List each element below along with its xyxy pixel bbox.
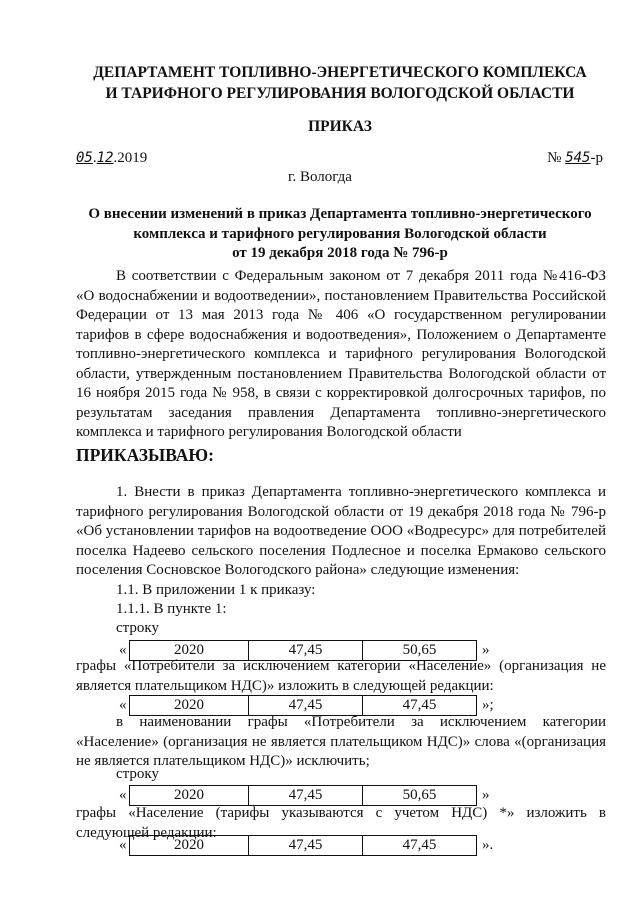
- doc-type-title: ПРИКАЗ: [308, 118, 372, 135]
- department-header-line2: И ТАРИФНОГО РЕГУЛИРОВАНИЯ ВОЛОГОДСКОЙ ОБЛАСТИ: [105, 85, 575, 102]
- order-subject: [60, 205, 620, 264]
- item-1-paragraph: 1. Внести в приказ Департамента топливно-энергетического комплекса и тарифного регулирования Вологодской области от 19 декабря 2018 года № 796-р «Об установлении тарифов на водоотведение ООО «Водресурс» для потребителей поселка Надеево сельского поселения Подлесное и поселка Ермаково сельского поселения Сосновское Вологодского района» следующие изменения:: [76, 484, 606, 578]
- number-value: 545: [565, 150, 591, 166]
- cell-tariff-2: 47,45: [362, 696, 476, 715]
- city: г. Вологда: [288, 169, 352, 185]
- cell-tariff-1: 47,45: [248, 836, 362, 855]
- date-month: 12: [96, 150, 114, 166]
- cell-year: 2020: [174, 642, 204, 658]
- cell-tariff-1: 47,45: [248, 641, 362, 660]
- row-word-2: строку: [116, 766, 159, 782]
- item-1-1: 1.1. В приложении 1 к приказу:: [116, 582, 316, 598]
- cell-tariff-1: 47,45: [248, 696, 362, 715]
- row-close-quote: »: [482, 787, 490, 803]
- order-date: 05.12.2019: [76, 150, 148, 166]
- row-open-quote: «: [119, 642, 127, 658]
- cell-tariff-2: 50,65: [362, 641, 476, 660]
- subject-line1: О внесении изменений в приказ Департамента топливно-энергетического: [88, 206, 592, 222]
- row-close-quote: ».: [482, 837, 494, 853]
- item-1-1-1: 1.1.1. В пункте 1:: [116, 601, 227, 617]
- row-open-quote: «: [119, 787, 127, 803]
- text-change-b: в наименовании графы «Потребители за исключением категории «Население» (организация не является плательщиком НДС)» слова «(организация не является плательщиком НДС)» исключить;: [76, 714, 606, 769]
- order-number: [547, 150, 603, 167]
- subject-line3: от 19 декабря 2018 года № 796-р: [232, 245, 448, 261]
- tariff-row-cells: [129, 835, 477, 856]
- preamble-paragraph: В соответствии с Федеральным законом от 7 декабря 2011 года №416-ФЗ «О водоснабжении и водоотведении», постановлением Правительства Российской Федерации от 13 мая 2013 года № 406 «О государственном регулировании тарифов в сфере водоснабжения и водоотведения», Положением о Департаменте топливно-энергетического комплекса и тарифного регулирования Вологодской области, утвержденным постановлением Правительства Вологодской области от 16 ноября 2015 года № 958, в связи с корректировкой долгосрочных тарифов, по результатам заседания правления Департамента топливно-энергетического комплекса и тарифного регулирования Вологодской области: [76, 268, 606, 440]
- department-header-line1: ДЕПАРТАМЕНТ ТОПЛИВНО-ЭНЕРГЕТИЧЕСКОГО КОМПЛЕКСА: [93, 64, 587, 81]
- row-open-quote: «: [119, 697, 127, 713]
- cell-tariff-2: 47,45: [362, 836, 476, 855]
- cell-tariff-1: 47,45: [248, 786, 362, 805]
- cell-year: 2020: [174, 787, 204, 803]
- row-word-1: строку: [116, 620, 159, 636]
- row-open-quote: «: [119, 837, 127, 853]
- cell-tariff-2: 50,65: [362, 786, 476, 805]
- order-word: ПРИКАЗЫВАЮ:: [76, 445, 214, 465]
- cell-year: 2020: [174, 837, 204, 853]
- text-change-c: графы «Население (тарифы указываются с учетом НДС) *» изложить в следующей редакции:: [76, 805, 606, 841]
- tariff-row-cells: [129, 785, 477, 806]
- date-day: 05: [76, 150, 93, 166]
- number-prefix: №: [547, 150, 562, 166]
- subject-line2: комплекса и тарифного регулирования Вологодской области: [133, 225, 547, 242]
- date-year: .2019: [113, 150, 148, 166]
- text-change-a: графы «Потребители за исключением категории «Население» (организация не является плательщиком НДС)» изложить в следующей редакции:: [76, 658, 606, 694]
- row-close-quote: »: [482, 642, 490, 658]
- number-suffix: -р: [590, 150, 603, 166]
- cell-year: 2020: [174, 697, 204, 713]
- row-close-quote: »;: [482, 697, 494, 713]
